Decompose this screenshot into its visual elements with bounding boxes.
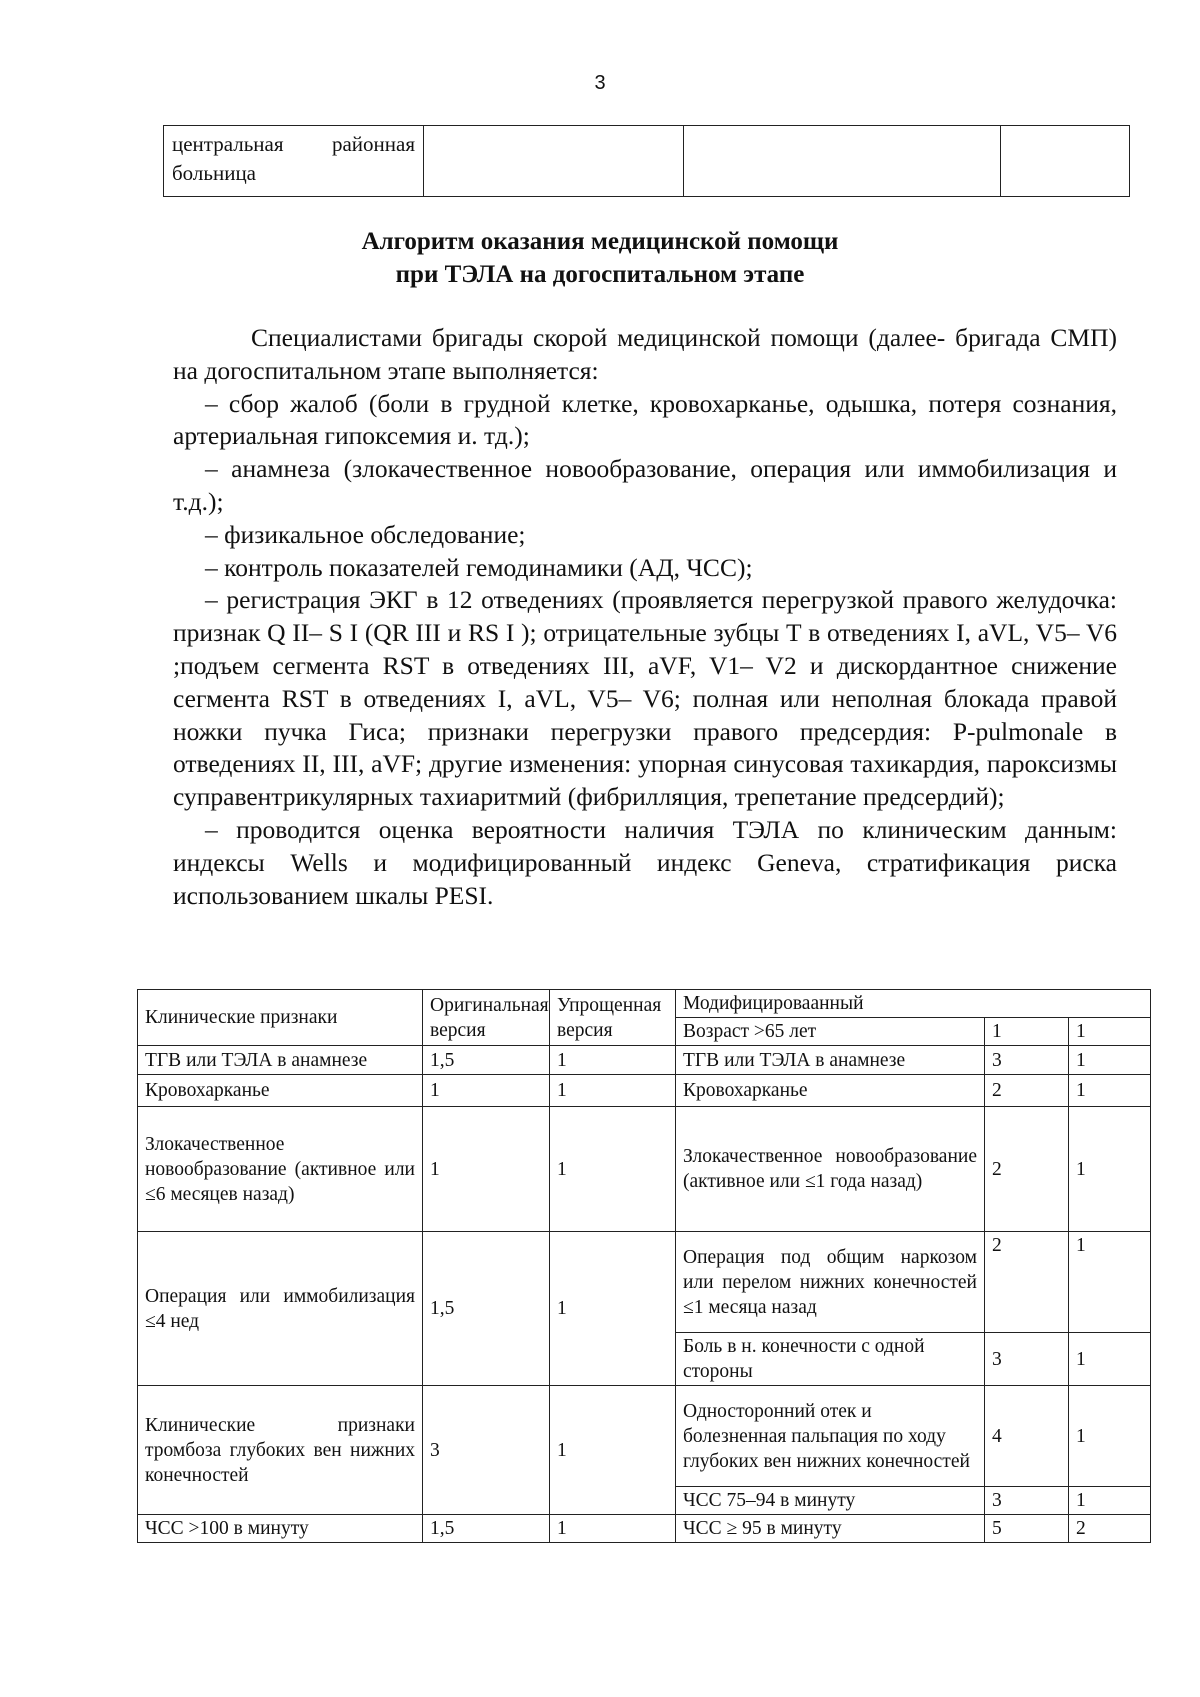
page-number: 3	[594, 72, 606, 94]
table-row	[164, 126, 1130, 197]
wells-original: 1	[423, 1107, 550, 1232]
top-table-cell-empty	[1001, 126, 1130, 197]
geneva-simplified: 1	[1069, 1107, 1151, 1232]
header-signs: Клинические признаки	[138, 990, 423, 1046]
geneva-original: 3	[985, 1333, 1069, 1386]
geneva-simplified: 1	[1069, 1018, 1151, 1046]
geneva-sign: Односторонний отек и болезненная пальпация по ходу глубоких вен нижних конечностей	[676, 1386, 985, 1487]
body-text	[173, 322, 1117, 912]
geneva-simplified: 1	[1069, 1232, 1151, 1333]
wells-sign: ЧСС >100 в минуту	[138, 1515, 423, 1543]
geneva-sign: Операция под общим наркозом или перелом нижних конечностей ≤1 месяца назад	[676, 1232, 985, 1333]
wells-simplified: 1	[550, 1386, 676, 1515]
geneva-simplified: 1	[1069, 1046, 1151, 1075]
table-row	[138, 1075, 1151, 1107]
wells-original: 1,5	[423, 1515, 550, 1543]
list-item: – анамнеза (злокачественное новообразование, операция или иммобилизация и т.д.);	[173, 454, 1117, 516]
header-simplified: Упрощенная версия	[550, 990, 676, 1046]
wells-original: 1	[423, 1075, 550, 1107]
wells-sign: Клинические признаки тромбоза глубоких вен нижних конечностей	[138, 1386, 423, 1515]
table-row	[138, 1232, 1151, 1333]
wells-original: 1,5	[423, 1232, 550, 1386]
geneva-sign: ЧСС 75–94 в минуту	[676, 1487, 985, 1515]
wells-simplified: 1	[550, 1075, 676, 1107]
list-item: – регистрация ЭКГ в 12 отведениях (проявляется перегрузкой правого желудочка: признак Q II– S I (QR III и RS I ); отрицательные зубцы Т в отведениях I, aVL, V5– V6 ;подъем сегмента RST в отведениях III, aVF, V1– V2 и дискордантное снижение сегмента RST в отведениях I, aVL, V5– V6; полная или неполная блокада правой ножки пучка Гиса; признаки перегрузки правого предсердия: P-pulmonale в отведениях II, III, aVF; другие изменения: упорная синусовая тахикардия, пароксизмы суправентрикулярных тахиаритмий (фибрилляция, трепетание предсердий);	[173, 585, 1117, 812]
geneva-simplified: 1	[1069, 1075, 1151, 1107]
table-row	[138, 1107, 1151, 1232]
wells-original: 1,5	[423, 1046, 550, 1075]
geneva-original: 2	[985, 1232, 1069, 1333]
geneva-sign: ТГВ или ТЭЛА в анамнезе	[676, 1046, 985, 1075]
list-item: – сбор жалоб (боли в грудной клетке, кровохарканье, одышка, потеря сознания, артериальная гипоксемия и. тд.);	[173, 388, 1117, 451]
section-title	[0, 225, 1200, 291]
geneva-original: 2	[985, 1107, 1069, 1232]
wells-sign: Злокачественное новообразование (активное или ≤6 месяцев назад)	[138, 1107, 423, 1232]
table-row	[138, 990, 1151, 1018]
geneva-original: 2	[985, 1075, 1069, 1107]
geneva-simplified: 1	[1069, 1333, 1151, 1386]
table-row	[138, 1046, 1151, 1075]
geneva-original: 4	[985, 1386, 1069, 1487]
top-table-cell: центральная районная больница	[164, 126, 424, 197]
geneva-original: 1	[985, 1018, 1069, 1046]
table-row	[138, 1515, 1151, 1543]
geneva-sign: Кровохарканье	[676, 1075, 985, 1107]
wells-sign: Кровохарканье	[138, 1075, 423, 1107]
wells-simplified: 1	[550, 1515, 676, 1543]
paragraph: Специалистами бригады скорой медицинской помощи (далее- бригада СМП) на догоспитальном этапе выполняется:	[173, 323, 1117, 385]
wells-simplified: 1	[550, 1232, 676, 1386]
geneva-simplified: 1	[1069, 1487, 1151, 1515]
top-table-cell-empty	[683, 126, 1000, 197]
table-row	[138, 1386, 1151, 1487]
geneva-original: 3	[985, 1487, 1069, 1515]
top-table-cell-empty	[423, 126, 683, 197]
wells-original: 3	[423, 1386, 550, 1515]
score-table	[137, 989, 1151, 1543]
list-item: – проводится оценка вероятности наличия ТЭЛА по клиническим данным: индексы Wells и модифицированный индекс Geneva, стратификация риска использованием шкалы PESI.	[173, 814, 1117, 910]
wells-sign: Операция или иммобилизация ≤4 нед	[138, 1232, 423, 1386]
list-item: – физикальное обследование;	[205, 519, 526, 549]
header-original: Оригинальная версия	[423, 990, 550, 1046]
wells-simplified: 1	[550, 1107, 676, 1232]
geneva-sign: Боль в н. конечности с одной стороны	[676, 1333, 985, 1386]
header-modified: Модифицироваанный	[676, 990, 1151, 1018]
section-title-line-1: Алгоритм оказания медицинской помощи	[361, 228, 839, 255]
geneva-simplified: 2	[1069, 1515, 1151, 1543]
geneva-sign: Возраст >65 лет	[676, 1018, 985, 1046]
top-table	[163, 125, 1130, 197]
section-title-line-2: при ТЭЛА на догоспитальном этапе	[395, 261, 805, 288]
list-item: – контроль показателей гемодинамики (АД, ЧСС);	[205, 552, 753, 582]
geneva-sign: Злокачественное новообразование (активное или ≤1 года назад)	[676, 1107, 985, 1232]
geneva-original: 5	[985, 1515, 1069, 1543]
geneva-sign: ЧСС ≥ 95 в минуту	[676, 1515, 985, 1543]
wells-simplified: 1	[550, 1046, 676, 1075]
wells-sign: ТГВ или ТЭЛА в анамнезе	[138, 1046, 423, 1075]
geneva-simplified: 1	[1069, 1386, 1151, 1487]
geneva-original: 3	[985, 1046, 1069, 1075]
